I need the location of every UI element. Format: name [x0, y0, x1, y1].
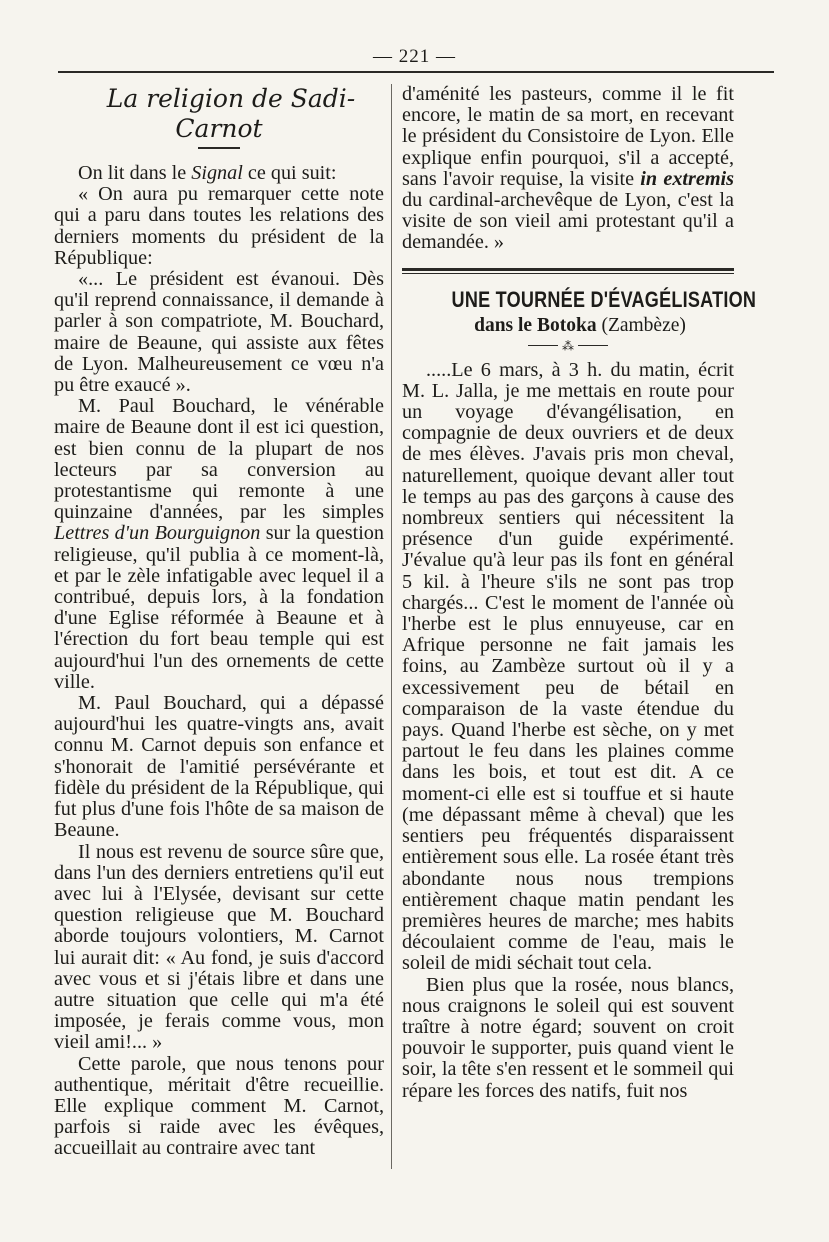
intro-text: On lit dans le	[78, 162, 192, 184]
subhead-region: (Zambèze)	[596, 314, 686, 336]
left-column	[54, 84, 384, 1160]
continuation-text: d'aménité les pasteurs, comme il le fit encore, le matin de sa mort, en recevant le président du Consistoire de Lyon. Elle explique enfin pourquoi, s'il a accepté, sans l'avoir requise, la visite	[402, 83, 734, 190]
article-headline-evangelisation: UNE TOURNÉE D'ÉVAGÉLISATION	[451, 286, 757, 312]
paragraph-voyage: .....Le 6 mars, à 3 h. du matin, écrit M. L. Jalla, je me mettais en route pour un voyage d'évangélisation, en compagnie de deux ouvriers et de deux de mes élèves. J'avais pris mon cheval, naturellement, quoique devant aller tout le temps au pas des garçons à cause des nombreux sentiers qui nécessitent la présence d'un guide expérimenté. J'évalue qu'à leur pas ils font en général 5 kil. à l'heure s'ils ne sont pas trop chargés... C'est le moment de l'année où l'herbe est le plus ennuyeuse, car en Afrique personne ne fait jamais les foins, au Zambèze surtout où il y a excessivement peu de bétail en comparaison de la vaste étendue du pays. Quand l'herbe est sèche, on y met partout le feu dans les plaines comme dans les bois, et tout est dit. A ce moment-ci elle est si touffue et si haute (me dépassant même à cheval) que les sentiers peu fréquentés disparaissent entièrement sous elle. La rosée étant très abondante nous nous trempions entièrement chaque matin pendant les premières heures de marche; mes habits découlaient comme de l'eau, mais le soleil de midi séchait tout cela.	[402, 358, 734, 975]
article-title-carnot: La religion de Sadi-Carnot	[106, 84, 356, 143]
ornament-glyph: ⁂	[562, 338, 574, 353]
paragraph-authentique: Cette parole, que nous tenons pour authentique, méritait d'être recueillie. Elle explique comment M. Carnot, parfois si raide avec les évêques, accueillait au contraire avec tant	[54, 1052, 384, 1160]
section-rule-thin	[402, 273, 734, 274]
continuation-text-end: du cardinal-archevêque de Lyon, c'est la visite de son vieil ami protestant qu'il a demandée. »	[402, 189, 734, 254]
subhead-prefix: dans le	[474, 314, 537, 336]
paragraph-note: « On aura pu remarquer cette note qui a paru dans toutes les relations des derniers moments du président de la République:	[54, 183, 384, 269]
page-number: — 221 —	[373, 46, 456, 67]
title-ornament	[198, 147, 240, 149]
paragraph-soleil: Bien plus que la rosée, nous blancs, nous craignons le soleil qui est souvent traître à notre égard; souvent on croit pouvoir le supporter, puis quand vient le soir, la tête s'en ressent et le sommeil qui répare les forces des natifs, fuit nos	[402, 973, 734, 1102]
paragraph-bouchard	[54, 396, 384, 693]
top-rule	[58, 71, 774, 73]
section-rule-thick	[402, 268, 734, 271]
source-name: Signal	[191, 162, 243, 184]
headline-ornament	[402, 340, 734, 352]
latin-phrase: in extremis	[640, 167, 735, 190]
subhead-place: Botoka	[536, 314, 597, 336]
paragraph-friendship: M. Paul Bouchard, qui a dépassé aujourd'hui les quatre-vingts ans, avait connu M. Carnot depuis son enfance et s'honorait de l'amitié persévérante et fidèle du président de la République, qui fut plus d'une fois l'hôte de sa maison de Beaune.	[54, 692, 384, 842]
article-subheading	[402, 314, 734, 338]
paragraph-quote: «... Le président est évanoui. Dès qu'il reprend connaissance, il demande à parler à son compatriote, M. Bouchard, maire de Beaune, qui assiste aux fêtes de Lyon. Malheureusement ce vœu n'a pu être exaucé ».	[54, 268, 384, 397]
column-divider	[391, 84, 392, 1169]
ornament-line-right	[578, 345, 608, 346]
bouchard-text: M. Paul Bouchard, le vénérable maire de Beaune dont il est ici question, est bien connu de la plupart de nos lecteurs par sa conversion au protestantisme qui remonte à une quinzaine d'années, par les simples	[54, 395, 384, 524]
right-column	[402, 83, 757, 1102]
book-title: Lettres d'un Bourguignon	[54, 522, 261, 545]
bouchard-text-end: sur la question religieuse, qu'il publia à ce moment-là, et par le zèle infatigable avec lequel il a contribué, depuis lors, à la fondation d'une Eglise réformée à Beaune et à l'érection du fort beau temple qui est aujourd'hui l'un des ornements de cette ville.	[54, 522, 384, 693]
intro-text-end: ce qui suit:	[242, 162, 337, 184]
paragraph-intro	[54, 163, 384, 184]
paragraph-continuation	[402, 84, 734, 254]
ornament-line-left	[528, 345, 558, 346]
paragraph-elysee: Il nous est revenu de source sûre que, dans l'un des derniers entretiens qu'il eut avec lui à l'Elysée, devisant sur cette question religieuse que M. Bouchard aborde toujours volontiers, M. Carnot lui aurait dit: « Au fond, je suis d'accord avec vous et si j'étais libre et dans une autre situation que celle qui m'a été imposée, je ferais comme vous, mon vieil ami!... »	[54, 840, 384, 1054]
